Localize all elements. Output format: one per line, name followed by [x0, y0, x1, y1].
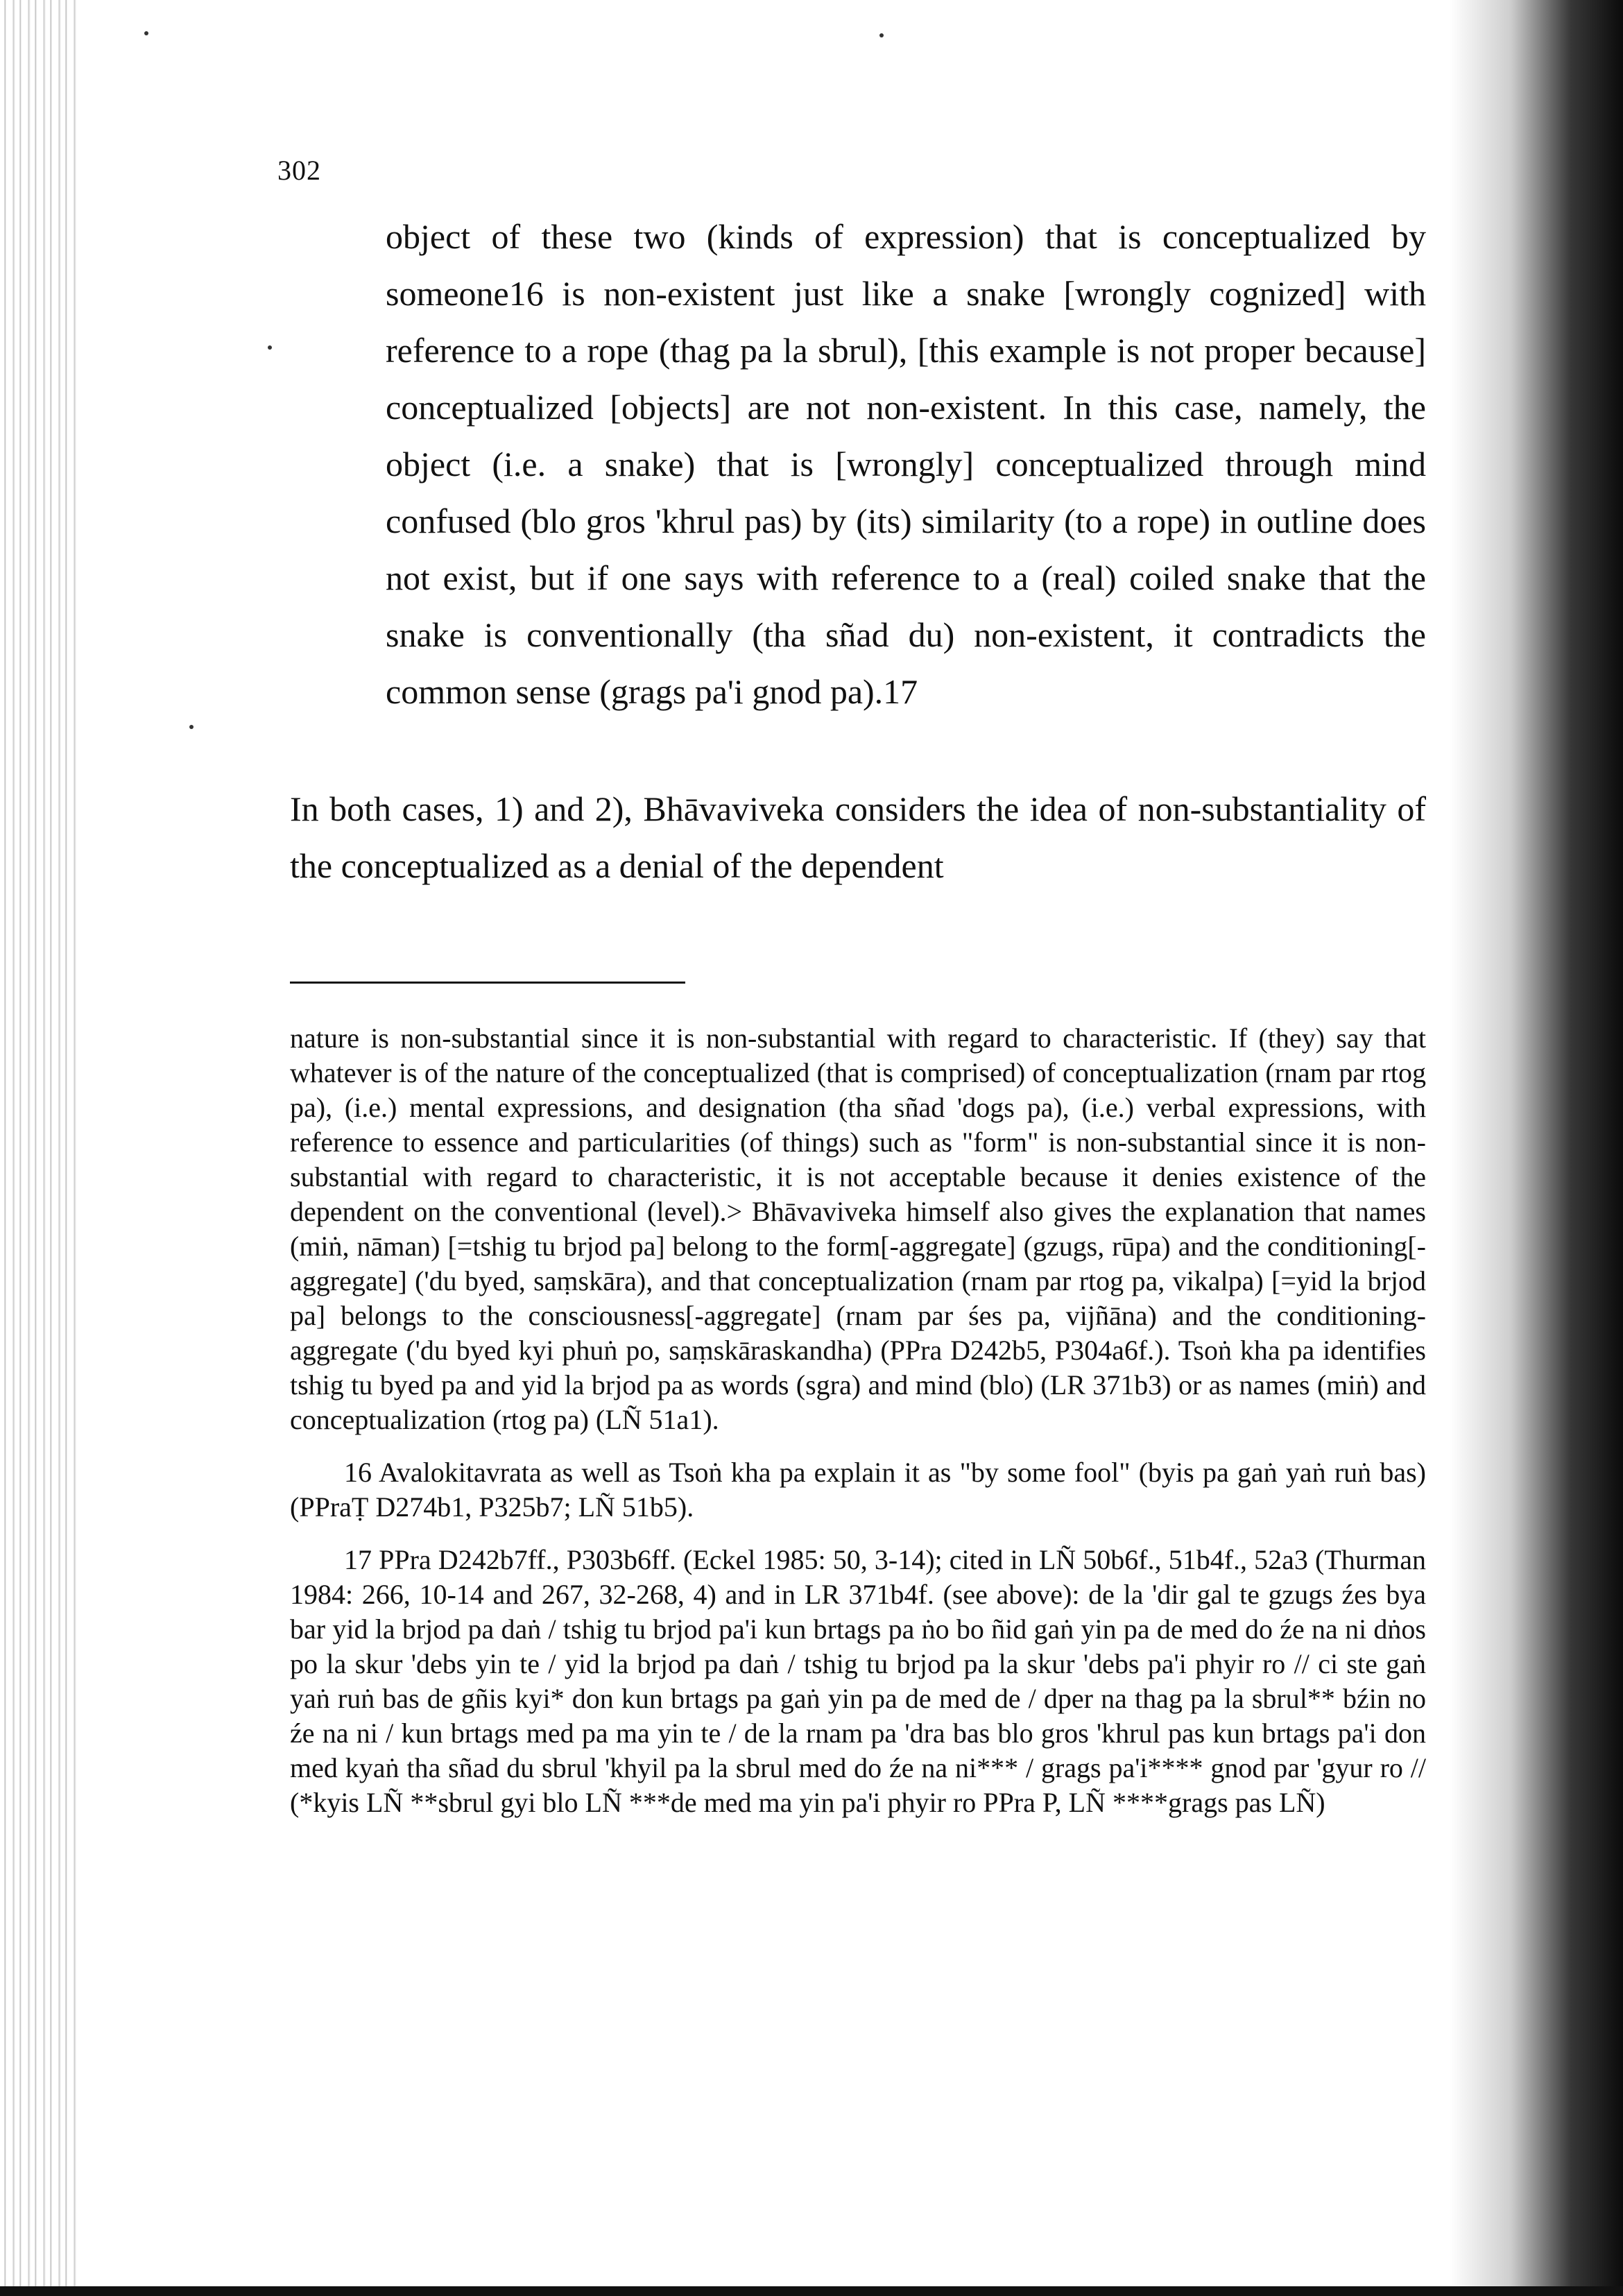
scan-bottom-edge	[0, 2286, 1623, 2296]
footnote-continuation: nature is non-substantial since it is non-substantial with regard to characteristic. If (they) say that whatever is of the nature of the conceptualized (that is comprised) of conceptualization (rnam par rtog pa), (i.e.) mental expressions, and designation (tha sñad 'dogs pa), (i.e.) verbal expressions, with reference to essence and particularities (of things) such as "form" is non-substantial since it is non-substantial with regard to characteristic, it is not acceptable because it denies existence of the dependent on the conventional (level).> Bhāvaviveka himself also gives the explanation that names (miṅ, nāman) [=tshig tu brjod pa] belong to the form[-aggregate] (gzugs, rūpa) and the conditioning[-aggregate] ('du byed, saṃskāra), and that conceptualization (rnam par rtog pa, vikalpa) [=yid la brjod pa] belongs to the consciousness[-aggregate] (rnam par śes pa, vijñāna) and the conditioning-aggregate ('du byed kyi phuṅ po, saṃskāraskandha) (PPra D242b5, P304a6f.). Tsoṅ kha pa identifies tshig tu byed pa and yid la brjod pa as words (sgra) and mind (blo) (LR 371b3) or as names (miṅ) and conceptualization (rtog pa) (LÑ 51a1).	[290, 1022, 1426, 1435]
scan-speck	[879, 33, 884, 37]
quote-text: object of these two (kinds of expression) that is conceptualized by someone16 is non-existent just like a snake [wrongly cognized] with reference to a rope (thag pa la sbrul), [this example is not proper because] conceptualized [objects] are not non-existent. In this case, namely, the object (i.e. a snake) that is [wrongly] conceptualized through mind confused (blo gros 'khrul pas) by (its) similarity (to a rope) in outline does not exist, but if one says with reference to a (real) coiled snake that the snake is conventionally (tha sñad du) non-existent, it contradicts the common sense (grags pa'i gnod pa).17	[386, 217, 1426, 711]
scan-speck	[144, 31, 148, 35]
page-number: 302	[277, 155, 321, 186]
scan-speck	[268, 345, 272, 350]
scan-gutter	[0, 0, 76, 2296]
footnotes	[290, 1021, 1426, 1838]
footnote-17: 17 PPra D242b7ff., P303b6ff. (Eckel 1985: 50, 3-14); cited in LÑ 50b6f., 51b4f., 52a3 (Thurman 1984: 266, 10-14 and 267, 32-268, 4) and in LR 371b4f. (see above): de la 'dir gal te gzugs źes bya bar yid la brjod pa daṅ / tshig tu brjod pa'i kun brtags pa ṅo bo ñid gaṅ yin pa de med do źe na ni dṅos po la skur 'debs yin te / yid la brjod pa daṅ / tshig tu brjod pa la skur 'debs pa'i phyir ro // ci ste gaṅ yaṅ ruṅ bas de gñis kyi* don kun brtags pa gaṅ yin pa de med de / dper na thag pa la sbrul** bźin no źe na ni / kun brtags med pa ma yin te / de la rnam pa 'dra bas blo gros 'khrul pas kun brtags pa'i don med kyaṅ tha sñad du sbrul 'khyil pa la sbrul med do źe na ni*** / grags pa'i**** gnod par 'gyur ro // (*kyis LÑ **sbrul gyi blo LÑ ***de med ma yin pa'i phyir ro PPra P, LÑ ****grags pas LÑ)	[290, 1544, 1426, 1818]
body-text: In both cases, 1) and 2), Bhāvaviveka considers the idea of non-substantiality of the conceptualized as a denial of the dependent	[290, 789, 1426, 885]
body-paragraph	[290, 780, 1426, 894]
block-quote	[386, 208, 1426, 720]
footnote-16: 16 Avalokitavrata as well as Tsoṅ kha pa explain it as "by some fool" (byis pa gaṅ yaṅ ruṅ bas) (PPraṬ D274b1, P325b7; LÑ 51b5).	[290, 1457, 1426, 1523]
scan-edge-shadow	[1450, 0, 1623, 2296]
footnote-separator	[290, 982, 685, 984]
scan-speck	[189, 725, 194, 729]
